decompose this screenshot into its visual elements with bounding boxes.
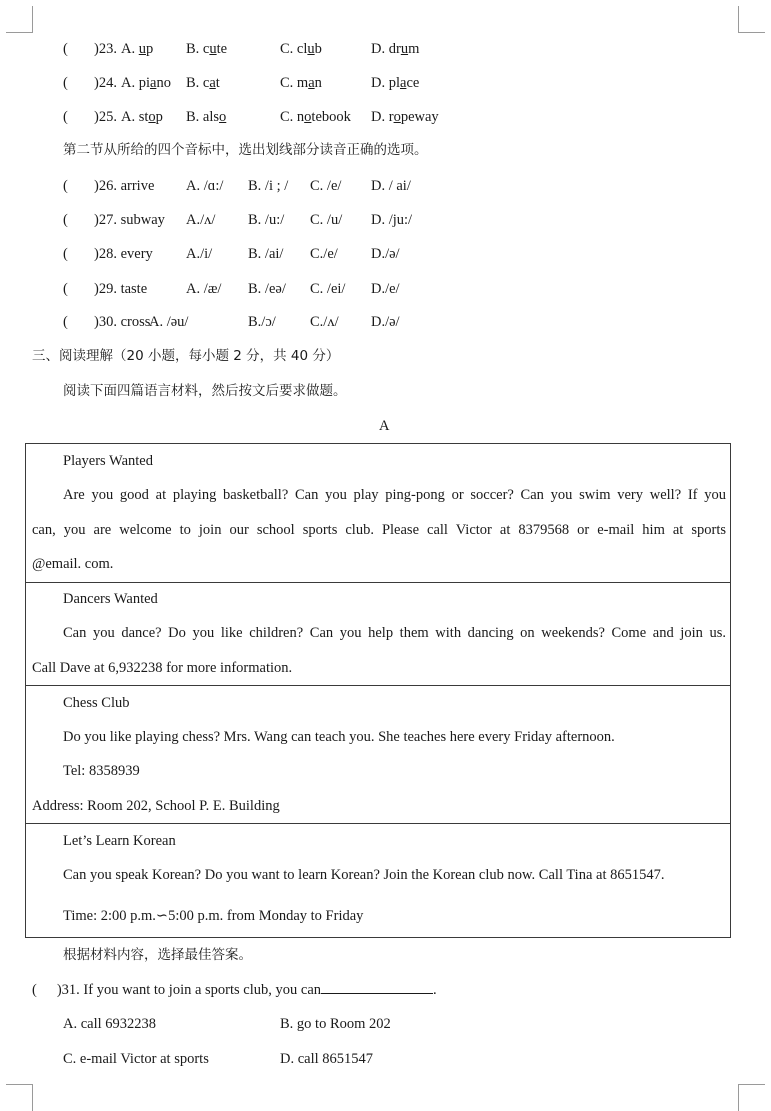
option-d[interactable]: D./e/	[371, 281, 400, 297]
answer-blank[interactable]	[321, 979, 433, 994]
ad-dancers-title: Dancers Wanted	[63, 591, 158, 607]
option-b[interactable]: B. cat	[186, 75, 220, 91]
question-number: )24.	[94, 75, 117, 91]
question-number: )25.	[94, 109, 117, 125]
option-d[interactable]: D./ə/	[371, 246, 400, 262]
option-b[interactable]: B. /ai/	[248, 246, 284, 262]
option-a[interactable]: A./i/	[186, 246, 213, 262]
ad-players-title: Players Wanted	[63, 453, 153, 469]
q31-option-c[interactable]: C. e-mail Victor at sports	[63, 1051, 209, 1067]
crop-mark-bottom-right	[738, 1084, 765, 1111]
question-word: )27. subway	[94, 212, 165, 228]
option-c[interactable]: C. /u/	[310, 212, 343, 228]
option-c[interactable]: C. /e/	[310, 178, 342, 194]
underlined-letter: a	[209, 75, 216, 91]
answer-paren[interactable]: (	[63, 212, 68, 228]
underlined-letter: u	[400, 41, 409, 57]
underlined-letter: u	[138, 41, 146, 57]
option-a[interactable]: A./ʌ/	[186, 212, 216, 228]
option-c[interactable]: C./ʌ/	[310, 314, 339, 330]
option-c[interactable]: C./e/	[310, 246, 338, 262]
ad-players-line1: Are you good at playing basketball? Can you play ping-pong or soccer? Can you swim very well? If you	[63, 487, 726, 503]
q31-option-a[interactable]: A. call 6932238	[63, 1016, 157, 1032]
option-d[interactable]: D. ropeway	[371, 109, 439, 125]
ad-korean-title: Let’s Learn Korean	[63, 833, 176, 849]
option-b[interactable]: B. /i ; /	[248, 178, 289, 194]
question-word: )30. cross	[94, 314, 151, 330]
crop-mark-top-right	[738, 6, 765, 33]
option-a[interactable]: A. up	[121, 41, 154, 57]
option-c[interactable]: C. club	[280, 41, 322, 57]
option-c[interactable]: C. man	[280, 75, 322, 91]
q31-stem	[32, 979, 437, 1001]
answer-paren[interactable]: (	[63, 178, 68, 194]
ad-chess-line1: Do you like playing chess? Mrs. Wang can teach you. She teaches here every Friday afternoon.	[63, 729, 615, 745]
option-c[interactable]: C. /ei/	[310, 281, 346, 297]
q31-option-d[interactable]: D. call 8651547	[280, 1051, 374, 1067]
ad-chess-line2: Tel: 8358939	[63, 763, 140, 779]
passage-label: A	[379, 418, 390, 434]
ad-players-line3: @email. com.	[32, 556, 114, 572]
option-a[interactable]: A. /əu/	[149, 314, 189, 330]
question-word: )28. every	[94, 246, 153, 262]
option-b[interactable]: B. /u:/	[248, 212, 285, 228]
option-d[interactable]: D. /ju:/	[371, 212, 413, 228]
option-d[interactable]: D./ə/	[371, 314, 400, 330]
ad-dancers-line2: Call Dave at 6,932238 for more information.	[32, 660, 293, 676]
answer-paren[interactable]: (	[63, 41, 68, 57]
option-b[interactable]: B. cute	[186, 41, 228, 57]
ad-korean-line2: Time: 2:00 p.m.∽5:00 p.m. from Monday to Friday	[63, 908, 364, 924]
answer-paren[interactable]: (	[63, 281, 68, 297]
option-b[interactable]: B./ɔ/	[248, 314, 276, 330]
q31-stem-text: )31. If you want to join a sports club, you can	[56, 982, 322, 998]
option-d[interactable]: D. drum	[371, 41, 420, 57]
option-d[interactable]: D. / ai/	[371, 178, 411, 194]
answer-paren[interactable]: (	[63, 75, 68, 91]
underlined-letter: u	[307, 41, 315, 57]
table-divider	[26, 685, 730, 686]
q31-end: .	[433, 982, 437, 998]
answer-paren[interactable]: (	[63, 314, 68, 330]
ad-korean-line1: Can you speak Korean? Do you want to learn Korean? Join the Korean club now. Call Tina at 8651547.	[63, 867, 665, 883]
question-word: )26. arrive	[94, 178, 155, 194]
question-number: )23.	[94, 41, 117, 57]
underlined-letter: o	[219, 109, 227, 125]
option-b[interactable]: B. /eə/	[248, 281, 286, 297]
underlined-letter: a	[150, 75, 157, 91]
paren-open: (	[32, 982, 37, 998]
question-word: )29. taste	[94, 281, 148, 297]
ad-players-line2: can, you are welcome to join our school sports club. Please call Victor at 8379568 or e-mail him at sports	[32, 522, 726, 538]
option-a[interactable]: A. piano	[121, 75, 171, 91]
part3-instruction: 阅读下面四篇语言材料，然后按文后要求做题。	[63, 383, 347, 399]
option-a[interactable]: A. /æ/	[186, 281, 222, 297]
table-divider	[26, 823, 730, 824]
crop-mark-top-left	[6, 6, 33, 33]
underlined-letter: o	[148, 109, 156, 125]
table-divider	[26, 582, 730, 583]
section2-heading: 第二节从所给的四个音标中，选出划线部分读音正确的选项。	[63, 142, 428, 158]
choose-instruction: 根据材料内容，选择最佳答案。	[63, 947, 252, 963]
ad-chess-line3: Address: Room 202, School P. E. Building	[32, 798, 280, 814]
underlined-letter: a	[308, 75, 315, 91]
crop-mark-bottom-left	[6, 1084, 33, 1111]
option-c[interactable]: C. notebook	[280, 109, 351, 125]
ad-dancers-line1: Can you dance? Do you like children? Can you help them with dancing on weekends? Come and join us.	[63, 625, 726, 641]
underlined-letter: u	[209, 41, 217, 57]
underlined-letter: o	[304, 109, 312, 125]
answer-paren[interactable]: (	[63, 109, 68, 125]
option-a[interactable]: A. stop	[121, 109, 163, 125]
option-b[interactable]: B. also	[186, 109, 227, 125]
underlined-letter: a	[400, 75, 407, 91]
ad-chess-title: Chess Club	[63, 695, 130, 711]
underlined-letter: o	[393, 109, 401, 125]
option-a[interactable]: A. /ɑ:/	[186, 178, 224, 194]
answer-paren[interactable]: (	[63, 246, 68, 262]
option-d[interactable]: D. place	[371, 75, 420, 91]
q31-option-b[interactable]: B. go to Room 202	[280, 1016, 391, 1032]
part3-heading: 三、阅读理解（20 小题，每小题 2 分，共 40 分）	[32, 348, 340, 364]
